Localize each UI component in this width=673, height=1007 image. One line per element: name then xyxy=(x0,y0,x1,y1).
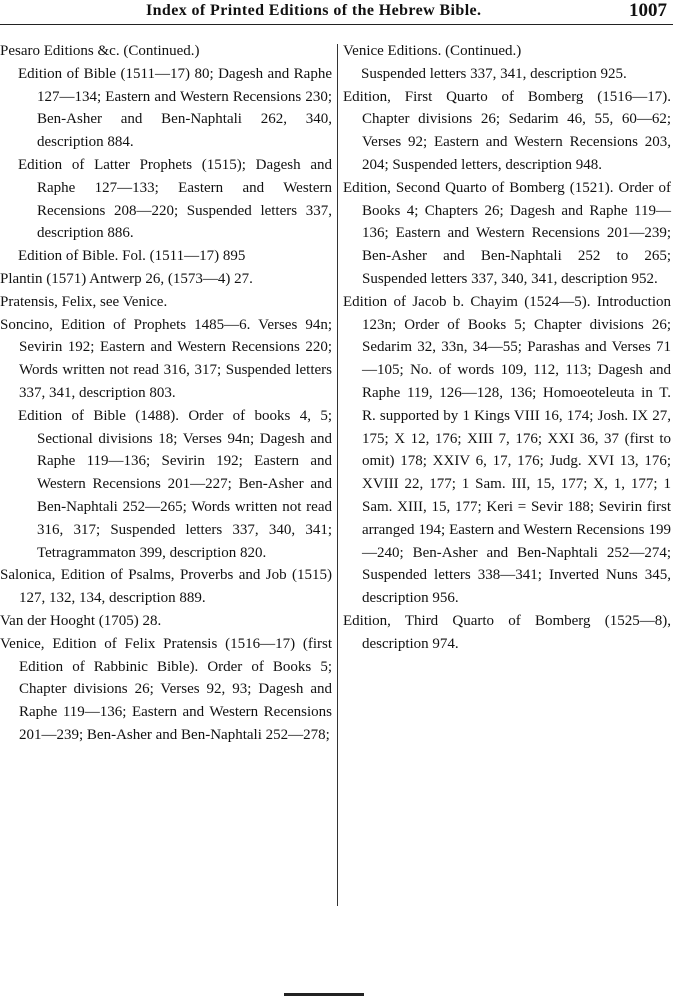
index-entry: Suspended letters 337, 341, description 925. xyxy=(361,65,627,82)
index-entry: Pesaro Editions &c. (Continued.) xyxy=(0,43,200,59)
index-entry: Edition, Third Quarto of Bomberg (1525—8), description 974. xyxy=(343,612,671,652)
index-entry: Edition, Second Quarto of Bomberg (1521). Order of Books 4; Chapters 26; Dagesh and Raphe 119—136; Eastern and Western Recensions 201—239; Ben-Asher and Ben-Naphtali 252 to 265; Suspended letters 337, 340, 341, description 952. xyxy=(343,179,671,287)
index-entry: Pratensis, Felix, see Venice. xyxy=(0,293,168,310)
index-entry: Van der Hooght (1705) 28. xyxy=(0,612,162,629)
index-entry: Edition of Bible (1488). Order of books 4, 5; Sectional divisions 18; Verses 94n; Dagesh and Raphe 119—136; Sevirin 192; Eastern and Western Recensions 201—227; Ben-Asher and Ben-Naphtali 252—265; Words written not read 316, 317; Suspended letters 337, 340, 341; Tetragrammaton 399, description 820. xyxy=(18,407,332,561)
left-column xyxy=(0,40,332,747)
footer-rule xyxy=(284,993,364,996)
right-column xyxy=(343,40,671,656)
header-rule xyxy=(0,24,673,25)
index-entry: Soncino, Edition of Prophets 1485—6. Verses 94n; Sevirin 192; Eastern and Western Recensions 220; Words written not read 316, 317; Suspended letters 337, 341, description 803. xyxy=(0,316,332,401)
index-entry: Edition of Jacob b. Chayim (1524—5). Introduction 123n; Order of Books 5; Chapter divisions 26; Sedarim 32, 33n, 34—55; Parashas and Verses 71—105; No. of words 109, 112, 113; Dagesh and Raphe 119, 126—128, 136; Homoeoteleuta in T. R. supported by 1 Kings VIII 16, 174; Josh. IX 27, 175; X 12, 176; XIII 7, 176; XXI 36, 37 (first to omit) 178; XXIV 6, 17, 176; Judg. XVI 13, 176; XVIII 22, 177; 1 Sam. III, 15, 177; X, 1, 177; 1 Sam. XIII, 15, 177; Keri = Sevir 188; Sevirin first arranged 194; Eastern and Western Recensions 199—240; Ben-Asher and Ben-Naphtali 252—274; Suspended letters 338—341; Inverted Nuns 345, description 956. xyxy=(343,293,671,607)
page-header xyxy=(0,0,673,26)
index-entry: Venice, Edition of Felix Pratensis (1516—17) (first Edition of Rabbinic Bible). Order of Books 5; Chapter divisions 26; Verses 92, 93; Dagesh and Raphe 119—136; Eastern and Western Recensions 201—239; Ben-Asher and Ben-Naphtali 252—278; xyxy=(0,635,332,743)
column-divider xyxy=(337,44,338,906)
running-title: Index of Printed Editions of the Hebrew Bible. xyxy=(146,2,482,19)
index-entry: Edition of Bible. Fol. (1511—17) 895 xyxy=(18,248,246,265)
index-entry: Edition of Latter Prophets (1515); Dagesh and Raphe 127—133; Eastern and Western Recensions 208—220; Suspended letters 337, description 886. xyxy=(18,156,332,242)
continued-heading: Venice Editions. (Continued.) xyxy=(343,43,522,59)
index-entry: Plantin (1571) Antwerp 26, (1573—4) 27. xyxy=(0,270,253,287)
page-number: 1007 xyxy=(629,0,667,21)
index-entry: Edition, First Quarto of Bomberg (1516—17). Chapter divisions 26; Sedarim 46, 55, 60—62; Verses 92; Eastern and Western Recensions 203, 204; Suspended letters, description 948. xyxy=(343,88,671,173)
index-entry: Edition of Bible (1511—17) 80; Dagesh and Raphe 127—134; Eastern and Western Recensions 230; Ben-Asher and Ben-Naphtali 262, 340, description 884. xyxy=(18,65,332,151)
index-entry: Salonica, Edition of Psalms, Proverbs and Job (1515) 127, 132, 134, description 889. xyxy=(0,567,332,607)
